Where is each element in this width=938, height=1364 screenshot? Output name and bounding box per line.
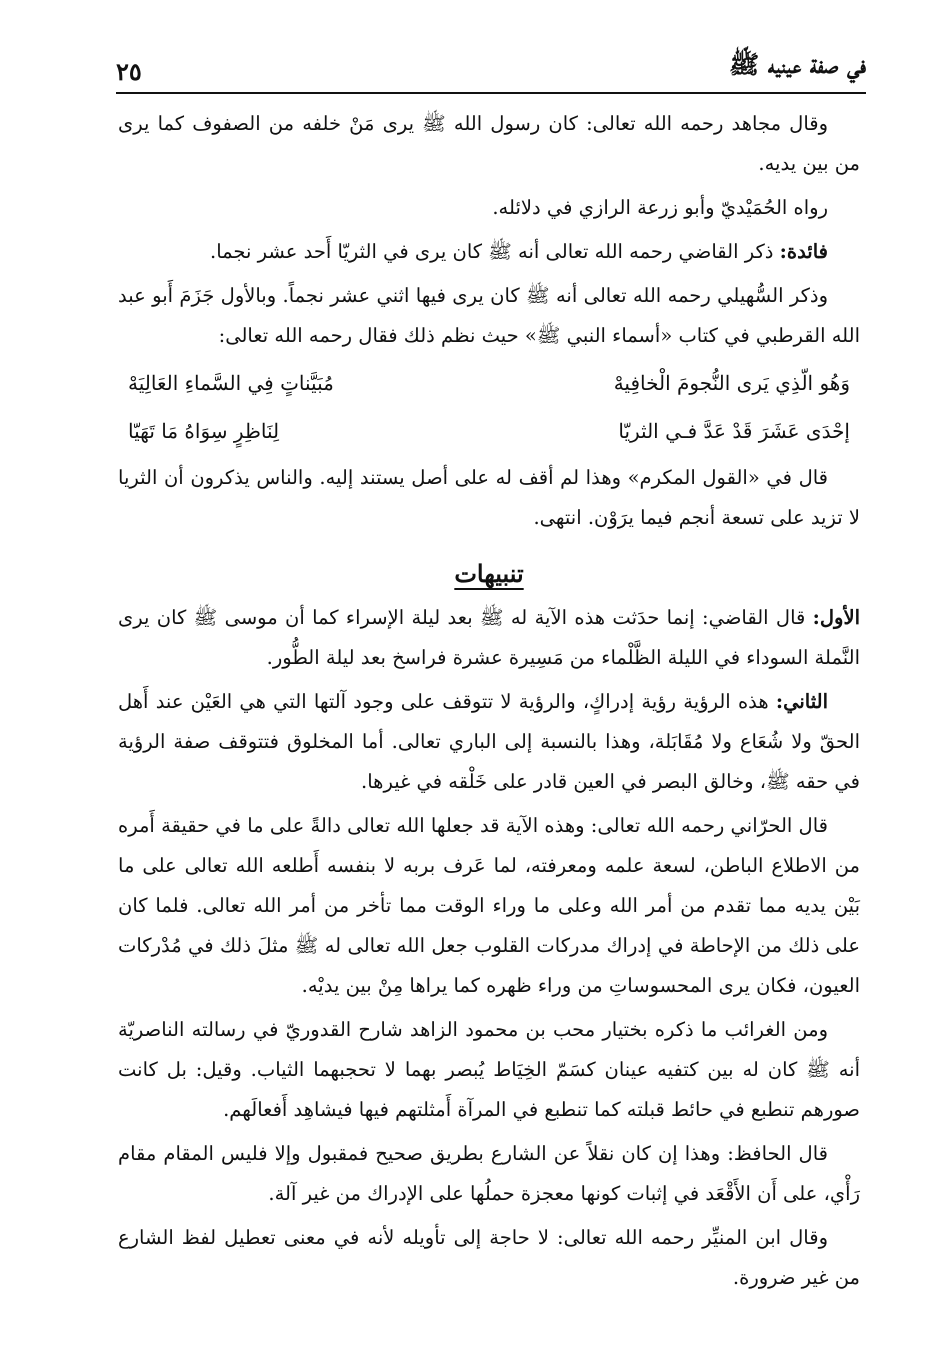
paragraph-gharaib: ومن الغرائب ما ذكره بختيار محب بن محمود الزاهد شارح القدوريّ في رسالته الناصريّة أنه ﷺ كان له بين كتفيه عينان كسَمّ الخِيَاط يُبصر بهما لا تحجبهما الثياب. وقيل: بل كانت صورهم تنطبع في حائط قبلته كما تنطبع في المرآة أَمثلتهم فيها فيشاهِد أَفعالَهم.: [118, 1018, 860, 1121]
faida-text: ذكر القاضي رحمه الله تعالى أنه ﷺ كان يرى في الثريّا أَحد عشر نجما.: [210, 240, 780, 263]
verse-line: [118, 410, 860, 452]
paragraph-tanbih-second: [118, 682, 860, 802]
paragraph-ibn-munayyir: وقال ابن المنيِّر رحمه الله تعالى: لا حاجة إلى تأويله لأنه في معنى تعطيل لفظ الشارع من غير ضرورة.: [118, 1226, 860, 1289]
section-heading: تنبيهات: [454, 559, 524, 588]
verse-first-hemistich: وَهُو الّذِي يَرى النُّجومَ الْخافِيهْ: [613, 371, 850, 395]
page-number: ٢٥: [116, 57, 142, 86]
faida-label: فائدة:: [779, 240, 828, 263]
verse-line: [118, 362, 860, 404]
paragraph-hafiz: قال الحافظ: وهذا إن كان نقلاً عن الشارع بطريق صحيح فمقبول وإلا فليس المقام مقام رَأْي، على أَن الأَقْعَد في إثبات كونها معجزة حملُها على الإدراك من غير آلة.: [118, 1142, 860, 1205]
paragraph-suhaili: وذكر السُّهيلي رحمه الله تعالى أنه ﷺ كان يرى فيها اثني عشر نجماً. وبالأول جَزَمَ أَبو عبد الله القرطبي في كتاب «أسماء النبي ﷺ» حيث نظم ذلك فقال رحمه الله تعالى:: [118, 284, 860, 347]
paragraph-faida: [118, 232, 860, 272]
verse-second-hemistich: مُبَيَّناتٍ فِي السَّماءِ العَالِيَهْ: [128, 371, 334, 395]
paragraph-qawl-mukram: قال في «القول المكرم» وهذا لم أقف له على أصل يستند إليه. والناس يذكرون أن الثريا لا تزيد على تسعة أنجم فيما يرَوْن. انتهى.: [118, 466, 860, 529]
tanbih-second-text: هذه الرؤية رؤية إدراكٍ، والرؤية لا تتوقف على وجود آلتها التي هي العَيْن عند أَهل الحقّ ولا شُعَاع ولا مُقَابَلة، وهذا بالنسبة إلى الباري تعالى. أما المخلوق فتتوقف صفة الرؤية في حقه ﷺ، وخالق البصر في العين قادر على خَلْقه في غيرها.: [118, 690, 860, 793]
verse-first-hemistich: إحْدَى عَشَرَ قَدْ عَدَّ فـي الثريّا: [618, 419, 850, 443]
tanbih-second-label: الثاني:: [775, 690, 828, 713]
header-title: في صفة عينيه ﷺ: [729, 50, 866, 79]
paragraph-harrani: قال الحرّاني رحمه الله تعالى: وهذه الآية قد جعلها الله تعالى دالةً على ما في حقيقة أَمره من الاطلاع الباطن، لسعة علمه ومعرفته، لما عَرف بربه لا بنفسه أَطلعه الله تعالى على ما بَيْن يديه مما تقدم من أمر الله وعلى ما وراء الوقت مما تأخر من أمر الله تعالى. فلما كان على ذلك من الإحاطة في إدراك مدركات القلوب جعل الله تعالى له ﷺ مثلَ ذلك في مُدْركات العيون، فكان يرى المحسوساتِ من وراء ظهره كما يراها مِنْ بين يديْه.: [118, 814, 860, 997]
tanbih-first-text: قال القاضي: إنما حدَثت هذه الآية له ﷺ بعد ليلة الإسراء كما أن موسى ﷺ كان يرى النَّملة السوداء في الليلة الظَّلْماء من مَسِيرة عشرة فراسخ بعد ليلة الطُّور.: [118, 606, 860, 669]
tanbih-first-label: الأول:: [812, 606, 860, 629]
page-body: [118, 104, 860, 1302]
paragraph-mujahid: وقال مجاهد رحمه الله تعالى: كان رسول الله ﷺ يرى مَنْ خلفه من الصفوف كما يرى من بين يديه.: [118, 112, 860, 175]
running-header: [116, 40, 866, 94]
paragraph-tanbih-first: [118, 598, 860, 678]
paragraph-riwaya: رواه الحُمَيْديّ وأبو زرعة الرازي في دلائله.: [492, 196, 828, 219]
verse-second-hemistich: لِنَاظِرٍ سِوَاهُ مَا تَهَيّا: [128, 419, 280, 443]
